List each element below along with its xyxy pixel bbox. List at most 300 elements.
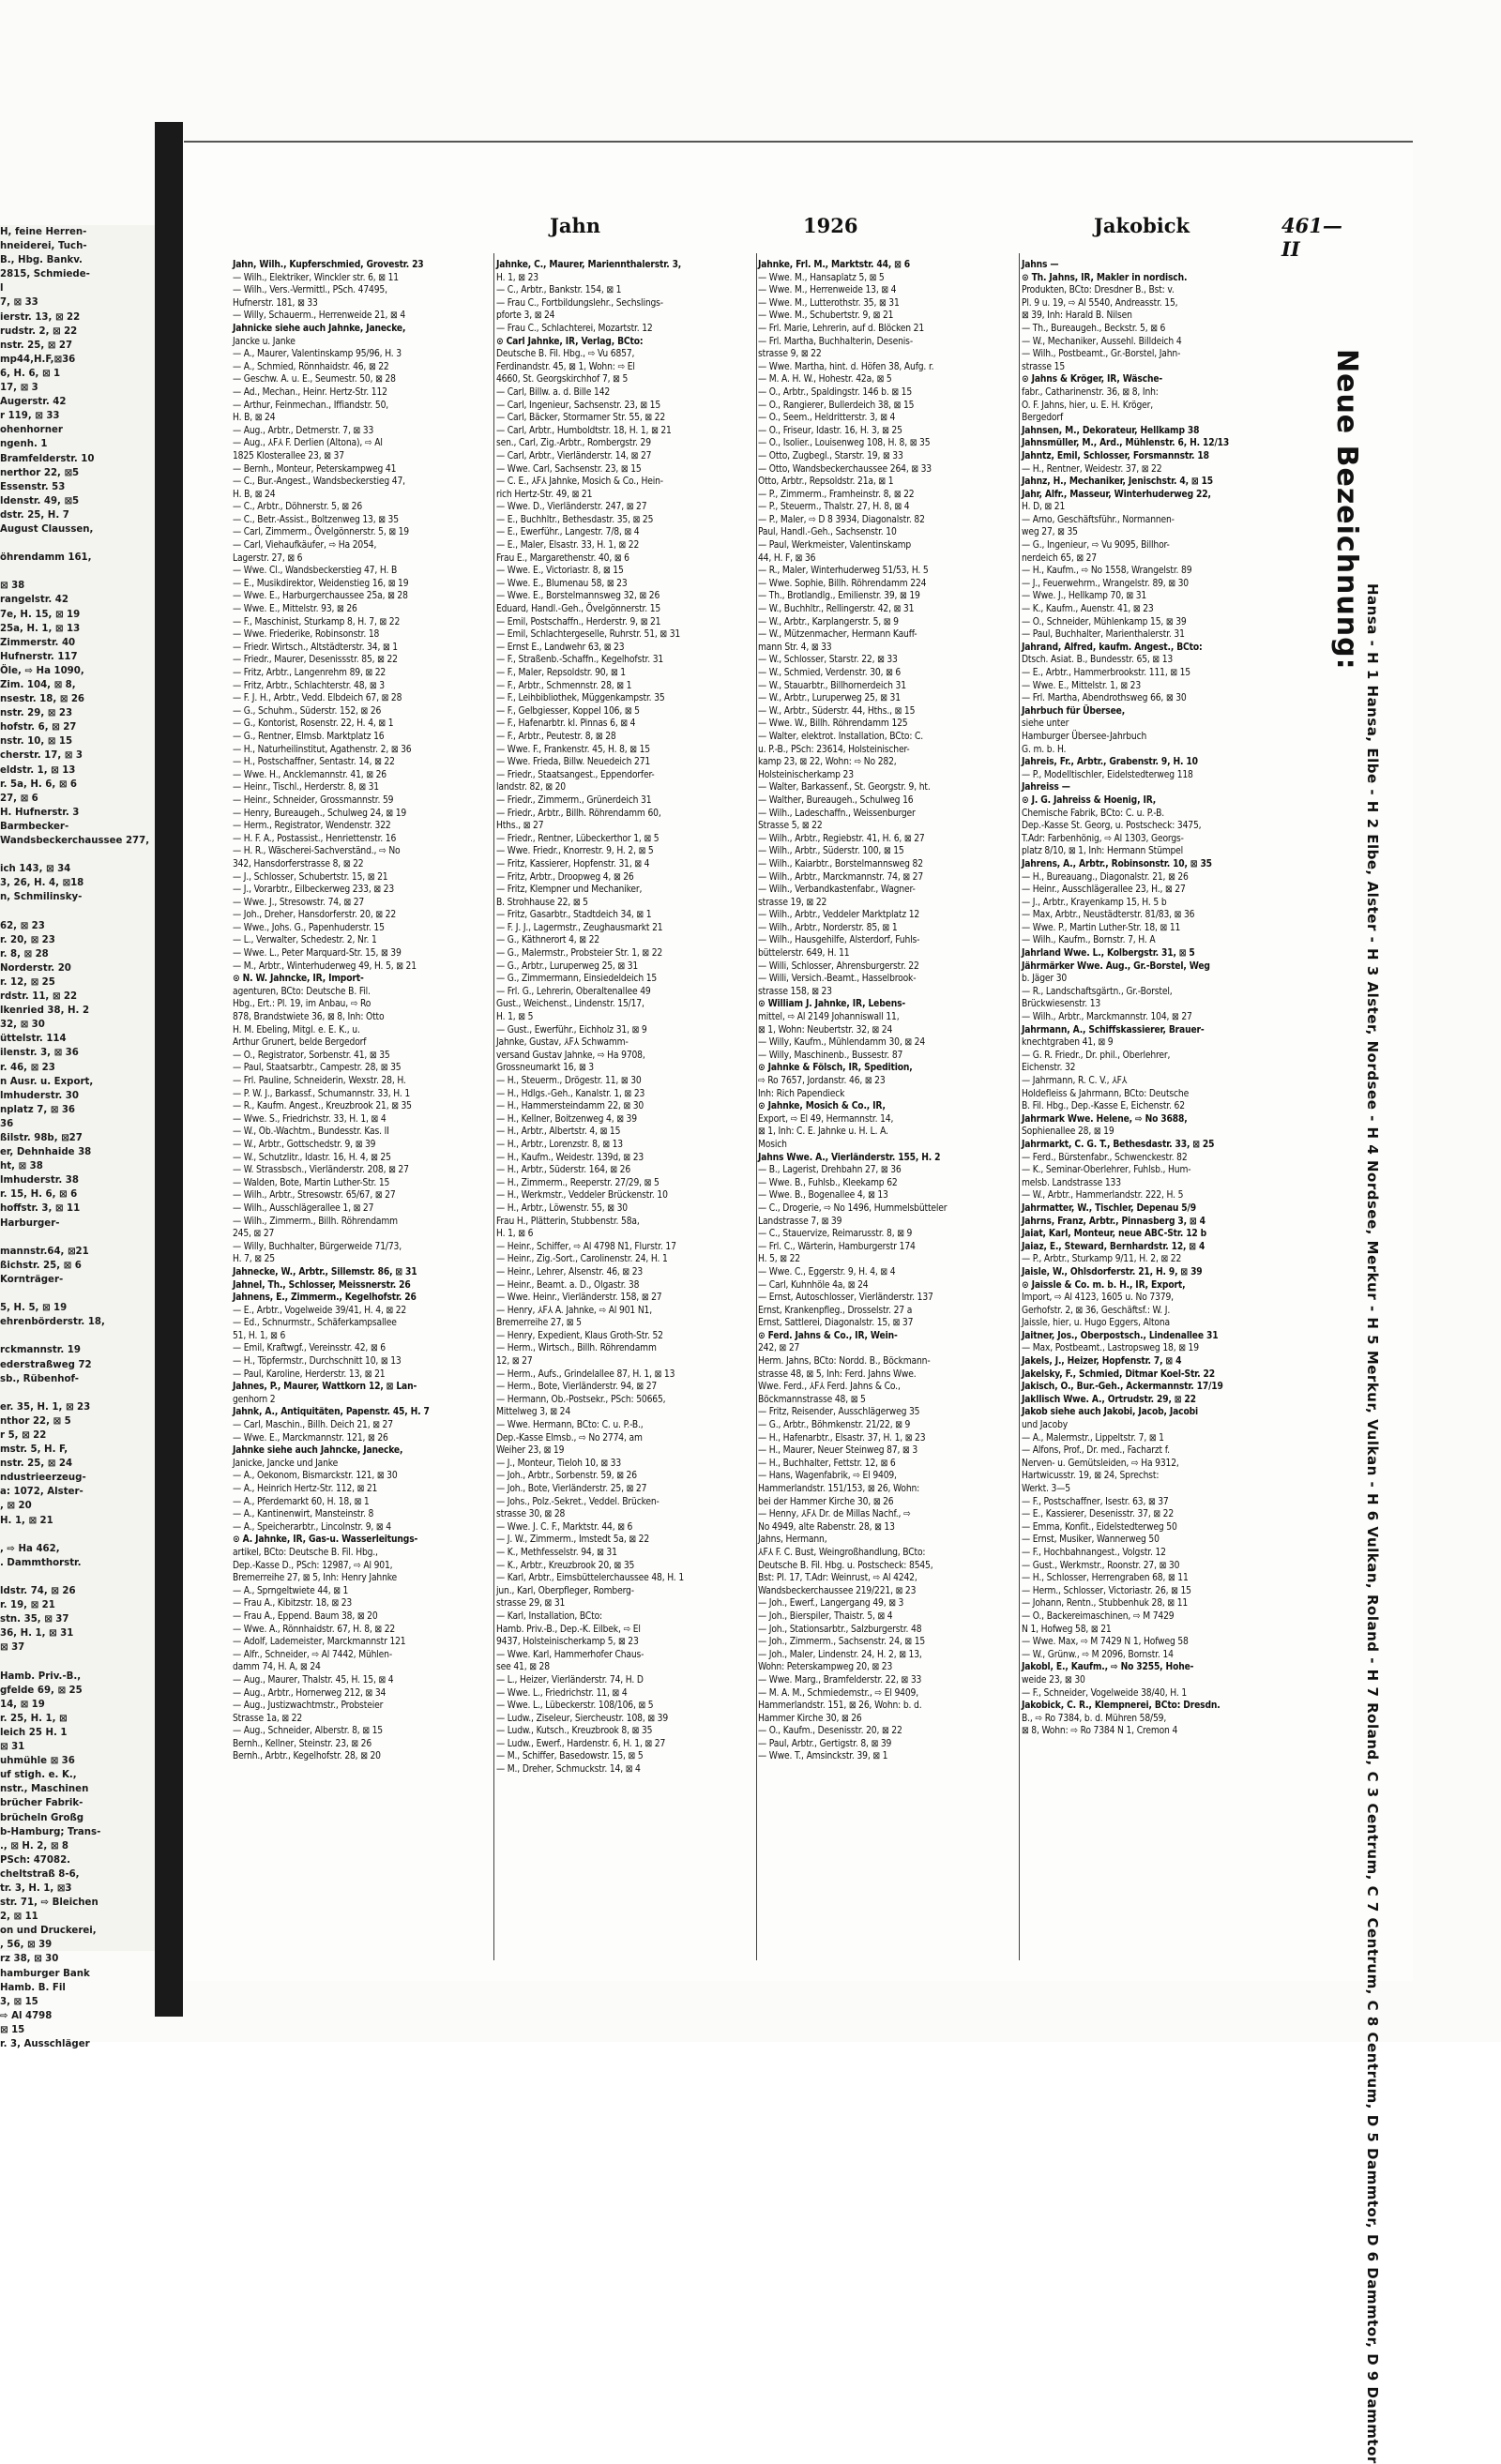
directory-entry-line: — H., Kaufm., ⇨ No 1558, Wrangelstr. 89 (1022, 566, 1192, 577)
directory-entry-line: agenturen, BCto: Deutsche B. Fil. (233, 986, 371, 997)
left-page-line: r. 5a, H. 6, ⊠ 6 (0, 779, 77, 790)
directory-entry-line: Eichenstr. 32 (1022, 1063, 1076, 1074)
left-page-line (0, 1231, 155, 1245)
directory-entry-line: — Wwe. D., Vierländerstr. 247, ⊠ 27 (496, 502, 647, 513)
left-page-line (0, 1329, 155, 1343)
directory-entry-line: — Wwe. E., Borstelmannsweg 32, ⊠ 26 (496, 591, 660, 602)
directory-entry-line: — Max, Postbeamt., Lastropsweg 18, ⊠ 19 (1022, 1343, 1199, 1354)
directory-entry-line: — Wwe. Carl, Sachsenstr. 23, ⊠ 15 (496, 463, 642, 475)
left-page-line: Harburger- (0, 1217, 60, 1229)
directory-entry-line: Mosich (758, 1139, 787, 1150)
left-page-line: 14, ⊠ 19 (0, 1699, 45, 1710)
directory-entry-line: Hamburger Übersee-Jahrbuch (1022, 731, 1147, 742)
directory-entry-line: melsb. Landstrasse 133 (1022, 1177, 1121, 1188)
directory-entry-line: — Frau C., Schlachterei, Mozartstr. 12 (496, 323, 653, 334)
directory-entry-line: — Emil, Postschaffn., Herderstr. 9, ⊠ 21 (496, 616, 661, 627)
directory-entry-line: — Joh., Bote, Vierländerstr. 25, ⊠ 27 (496, 1484, 647, 1494)
directory-entry-line: — A., Heinrich Hertz-Str. 112, ⊠ 21 (233, 1484, 378, 1494)
directory-entry-line: — Fritz, Gasarbtr., Stadtdeich 34, ⊠ 1 (496, 910, 652, 921)
directory-entry-line: bei der Hammer Kirche 30, ⊠ 26 (758, 1496, 894, 1507)
directory-entry-line: ⊙ Jahns & Kröger, IR, Wäsche- (1022, 374, 1163, 385)
directory-entry-line: — Henny, ⅄F⅄ Dr. de Millas Nachf., ⇨ (758, 1509, 911, 1520)
directory-entry-line: Jahns, Hermann, (758, 1534, 827, 1546)
directory-entry-line: — O., Registrator, Sorbenstr. 41, ⊠ 35 (233, 1050, 390, 1061)
directory-entry-line: H. M. Ebeling, Mitgl. e. E. K., u. (233, 1024, 360, 1035)
left-page-line: nthor 22, ⊠ 5 (0, 1415, 71, 1427)
directory-entry-line: — Wwe. M., Herrenweide 13, ⊠ 4 (758, 285, 897, 296)
left-page-line: 3, 26, H. 4, ⊠18 (0, 878, 84, 889)
left-page-line: 5, H. 5, ⊠ 19 (0, 1303, 68, 1314)
directory-entry-line: — Wwe. T., Amsinckstr. 39, ⊠ 1 (758, 1751, 888, 1762)
directory-entry-line: — H., Buchhalter, Fettstr. 12, ⊠ 6 (758, 1458, 896, 1469)
directory-entry-line: weg 27, ⊠ 35 (1022, 527, 1078, 538)
directory-entry-line: — C., Stauervize, Reimarusstr. 8, ⊠ 9 (758, 1229, 913, 1240)
directory-entry-line: Jahnk, A., Antiquitäten, Papenstr. 45, H. 7 (233, 1407, 430, 1418)
directory-entry-line: — Carl, Ingenieur, Sachsenstr. 23, ⊠ 15 (496, 400, 661, 411)
directory-entry-line: 245, ⊠ 27 (233, 1229, 275, 1240)
left-page-line: r. 12, ⊠ 25 (0, 976, 55, 988)
left-page-line: r. 20, ⊠ 23 (0, 934, 55, 945)
directory-entry-line: Jahn, Wilh., Kupferschmied, Grovestr. 23 (233, 260, 424, 270)
directory-entry-line: Jahnsmüller, M., Ard., Mühlenstr. 6, H. 12/13 (1022, 438, 1230, 449)
left-page-line: ⊠ 31 (0, 1742, 25, 1753)
directory-entry-line: 878, Brandstwiete 36, ⊠ 8, Inh: Otto (233, 1012, 385, 1023)
directory-entry-line: — Emma, Konfit., Eidelstedterweg 50 (1022, 1521, 1177, 1533)
directory-entry-line: Wandsbeckerchaussee 219/221, ⊠ 23 (758, 1585, 917, 1596)
directory-entry-line: Werkt. 3—5 (1022, 1484, 1070, 1494)
directory-entry-line: — Paul, Buchhalter, Marienthalerstr. 31 (1022, 629, 1185, 641)
directory-entry-line: — H., Töpfermstr., Durchschnitt 10, ⊠ 13 (233, 1356, 402, 1368)
directory-entry-line: — Joh., Dreher, Hansdorferstr. 20, ⊠ 22 (233, 910, 397, 921)
directory-entry-line: — Johs., Polz.-Sekret., Veddel. Brücken- (496, 1496, 660, 1507)
directory-entry-line: — H. F. A., Postassist., Henriettenstr. 16 (233, 833, 397, 844)
directory-entry-line: H. B, ⊠ 24 (233, 413, 276, 424)
directory-entry-line: — Fritz, Arbtr., Schlachterstr. 48, ⊠ 3 (233, 680, 385, 691)
left-page-line: ⊠ 37 (0, 1642, 25, 1654)
directory-entry-line: 242, ⊠ 27 (758, 1343, 800, 1354)
directory-entry-line: — Wwe. E., Mittelstr. 1, ⊠ 23 (1022, 680, 1142, 691)
left-page-fragment (0, 225, 155, 2049)
directory-entry-line: H. D, ⊠ 21 (1022, 502, 1066, 513)
directory-entry-line: B. Strohhause 22, ⊠ 5 (496, 897, 588, 908)
directory-entry-line: Jahreiss — (1022, 782, 1070, 794)
vertical-side-subtitle: Hansa - H 1 Hansa, Elbe - H 2 Elbe, Alster - H 3 Alster, Nordsee - H 4 Nordsee, Merkur - H 5 Merkur, Vulkan - H 6 Vulkan, Roland - H 7 Roland, C 3 Centrum, C 7 Centrum, C 8 Centrum, D 5 Dammtor, D 6 Dammtor, D 9 Dammtor (1364, 583, 1381, 2464)
directory-entry-line: — Heinr., Ausschlägerallee 23, H., ⊠ 27 (1022, 884, 1186, 896)
directory-entry-line: knechtgraben 41, ⊠ 9 (1022, 1037, 1114, 1049)
directory-entry-line: — A., Maurer, Valentinskamp 95/96, H. 3 (233, 349, 402, 360)
running-header (240, 214, 1357, 261)
directory-entry-line: — H., Hafenarbtr., Elsastr. 37, H. 1, ⊠ 23 (758, 1432, 926, 1444)
directory-entry-line: ⊠ 8, Wohn: ⇨ Ro 7384 N 1, Cremon 4 (1022, 1726, 1178, 1737)
directory-entry-line: — Carl, Maschin., Billh. Deich 21, ⊠ 27 (233, 1420, 393, 1431)
directory-entry-line: — Wwe. F., Frankenstr. 45, H. 8, ⊠ 15 (496, 744, 650, 755)
directory-entry-line: — Wwe. J. C. F., Marktstr. 44, ⊠ 6 (496, 1521, 633, 1533)
left-page-line (0, 565, 155, 579)
directory-entry-line: — H., Schlosser, Herrengraben 68, ⊠ 11 (1022, 1573, 1189, 1584)
left-page-line: lmhuderstr. 38 (0, 1175, 79, 1187)
directory-entry-line: Jahnecke, W., Arbtr., Sillemstr. 86, ⊠ 31 (233, 1266, 417, 1277)
directory-entry-line: und Jacoby (1022, 1420, 1069, 1431)
directory-entry-line: — Ernst, Musiker, Wannerweg 50 (1022, 1534, 1160, 1546)
left-page-line: r. 19, ⊠ 21 (0, 1600, 55, 1611)
directory-entry-line: strasse 15 (1022, 361, 1066, 372)
left-page-line: cherstr. 17, ⊠ 3 (0, 750, 83, 762)
directory-entry-line: Weiher 23, ⊠ 19 (496, 1445, 565, 1457)
directory-entry-line: Holdefleiss & Jahrmann, BCto: Deutsche (1022, 1088, 1190, 1099)
left-page-line (0, 1287, 155, 1301)
directory-entry-line: 44, H. F, ⊠ 36 (758, 552, 816, 564)
directory-entry-line: — K., Arbtr., Kreuzbrook 20, ⊠ 35 (496, 1560, 635, 1571)
left-page-line: ßilstr. 98b, ⊠27 (0, 1133, 83, 1143)
left-page-line: PSch: 47082. (0, 1854, 71, 1866)
directory-entry-line: — Aug., ⅄F⅄ F. Derlien (Altona), ⇨ Al (233, 438, 383, 449)
directory-entry-line: — Wwe. H., Ancklemannstr. 41, ⊠ 26 (233, 769, 387, 780)
left-page-line: Hamb. Priv.-B., (0, 1670, 82, 1682)
directory-entry-line: — E., Ewerführ., Langestr. 7/8, ⊠ 4 (496, 527, 640, 538)
directory-entry-line: — Ludw., Ziseleur, Siercheustr. 108, ⊠ 39 (496, 1713, 669, 1724)
left-page-line: ilenstr. 3, ⊠ 36 (0, 1048, 79, 1059)
directory-entry-line: Export, ⇨ El 49, Hermannstr. 14, (758, 1113, 894, 1125)
directory-entry-line: — Willi, Schlosser, Ahrensburgerstr. 22 (758, 960, 919, 972)
left-page-line: 36 (0, 1118, 14, 1129)
directory-entry-line: — Wwe. Marg., Bramfelderstr. 22, ⊠ 33 (758, 1674, 922, 1685)
directory-entry-line: — Wwe. A., Rönnhaidstr. 67, H. 8, ⊠ 22 (233, 1624, 396, 1635)
directory-entry-line: — Ferd., Bürstenfabr., Schwenckestr. 82 (1022, 1152, 1188, 1163)
directory-entry-line: — A., Oekonom, Bismarckstr. 121, ⊠ 30 (233, 1471, 398, 1482)
directory-entry-line: — Wilh., Postbeamt., Gr.-Borstel, Jahn- (1022, 349, 1181, 360)
directory-entry-line: Jahrmatter, W., Tischler, Depenau 5/9 (1022, 1202, 1196, 1214)
directory-entry-line: — Joh., Ewerf., Langergang 49, ⊠ 3 (758, 1598, 904, 1610)
directory-entry-line: u. P.-B., PSch: 23614, Holsteinischer- (758, 744, 910, 755)
directory-entry-line: — E., Maler, Elsastr. 33, H. 1, ⊠ 22 (496, 540, 640, 552)
directory-entry-line: — Arthur, Feinmechan., Iffiandstr. 50, (233, 400, 389, 411)
left-page-line: ehrenbörderstr. 18, (0, 1317, 105, 1328)
directory-entry-line: Jaiat, Karl, Monteur, neue ABC-Str. 12 b (1022, 1229, 1207, 1240)
directory-entry-line: — M., Schiffer, Basedowstr. 15, ⊠ 5 (496, 1751, 644, 1762)
directory-entry-line: mann Str. 4, ⊠ 33 (758, 642, 832, 653)
left-page-line: ngenh. 1 (0, 439, 48, 450)
directory-entry-line: ⊠ 39, Inh: Harald B. Nilsen (1022, 310, 1132, 322)
directory-entry-line: Jahnes, P., Maurer, Wattkorn 12, ⊠ Lan- (233, 1382, 417, 1393)
directory-entry-line: — C., Arbtr., Döhnerstr. 5, ⊠ 26 (233, 502, 363, 513)
left-page-line: er. 35, H. 1, ⊠ 23 (0, 1401, 91, 1413)
directory-entry-line: — F., Leihbibliothek, Müggenkampstr. 35 (496, 693, 665, 704)
directory-column-2 (496, 259, 754, 1966)
directory-entry-line: — Wwe. Martha, hint. d. Höfen 38, Aufg. r. (758, 361, 934, 372)
directory-entry-line: — F., Maschinist, Sturkamp 8, H. 7, ⊠ 22 (233, 616, 401, 627)
left-page-line (0, 1386, 155, 1400)
directory-entry-line: ⊠ 1, Wohn: Neubertstr. 32, ⊠ 24 (758, 1024, 893, 1035)
directory-entry-line: Hammer Kirche 30, ⊠ 26 (758, 1713, 862, 1724)
directory-entry-line: — F. J. H., Arbtr., Vedd. Elbdeich 67, ⊠ 28 (233, 693, 402, 704)
directory-entry-line: — C., Betr.-Assist., Boltzenweg 13, ⊠ 35 (233, 514, 399, 525)
directory-entry-line: platz 8/10, ⊠ 1, Inh: Hermann Stümpel (1022, 846, 1184, 857)
directory-entry-line: — Wilh., Arbtr., Marckmannstr. 74, ⊠ 27 (758, 871, 924, 883)
directory-entry-line: — C., Bur.-Angest., Wandsbeckerstieg 47, (233, 476, 405, 488)
directory-entry-line: — G., Ingenieur, ⇨ Vu 9095, Billhor- (1022, 540, 1170, 552)
directory-entry-line: — Wwe. L., Peter Marquard-Str. 15, ⊠ 39 (233, 948, 402, 960)
directory-entry-line: — H., Naturheilinstitut, Agathenstr. 2, ⊠ 36 (233, 744, 412, 755)
directory-entry-line: — H., Werkmstr., Veddeler Brückenstr. 10 (496, 1190, 668, 1202)
directory-entry-line: — Friedr., Maurer, Desenissstr. 85, ⊠ 22 (233, 655, 398, 666)
directory-entry-line: Jahrland Wwe. L., Kolbergstr. 31, ⊠ 5 (1022, 948, 1195, 960)
column-rule (1019, 253, 1020, 1960)
directory-entry-line: 9437, Holsteinischerkamp 5, ⊠ 23 (496, 1637, 639, 1648)
directory-entry-line: ⊙ N. W. Jahncke, IR, Import- (233, 974, 364, 985)
directory-entry-line: — Wwe., Johs. G., Papenhuderstr. 15 (233, 922, 385, 933)
left-page-line: Augerstr. 42 (0, 397, 67, 408)
left-page-line: nerthor 22, ⊠5 (0, 467, 80, 478)
directory-entry-line: — O., Kaufm., Desenisstr. 20, ⊠ 22 (758, 1726, 902, 1737)
directory-entry-line: — Johann, Rentn., Stubbenhuk 28, ⊠ 11 (1022, 1598, 1189, 1610)
directory-entry-line: — Heinr., Schiffer, ⇨ Al 4798 N1, Flurstr. 17 (496, 1241, 676, 1252)
directory-entry-line: — Arno, Geschäftsführ., Normannen- (1022, 514, 1175, 525)
directory-entry-line: Ferdinandstr. 45, ⊠ 1, Wohn: ⇨ El (496, 361, 635, 372)
directory-entry-line: strasse 30, ⊠ 28 (496, 1509, 566, 1520)
directory-entry-line: H. 1, ⊠ 23 (496, 272, 538, 283)
directory-entry-line: — H., Hammersteindamm 22, ⊠ 30 (496, 1101, 644, 1112)
vertical-side-title: Neue Bezeichnung: (1330, 349, 1363, 671)
directory-entry-line: ⊙ J. G. Jahreiss & Hoenig, IR, (1022, 794, 1157, 806)
directory-entry-line: — W., Mützenmacher, Hermann Kauff- (758, 629, 917, 641)
directory-entry-line: büttelerstr. 649, H. 11 (758, 948, 850, 960)
directory-entry-line: — F., Arbtr., Peutestr. 8, ⊠ 28 (496, 731, 616, 742)
directory-entry-line: Grossneumarkt 16, ⊠ 3 (496, 1063, 594, 1074)
left-page-line: rz 38, ⊠ 30 (0, 1954, 59, 1965)
directory-entry-line: — Wilh., Arbtr., Veddeler Marktplatz 12 (758, 910, 920, 921)
left-page-line: nstr. 25, ⊠ 27 (0, 340, 73, 351)
directory-entry-line: — E., Musikdirektor, Weidenstieg 16, ⊠ 19 (233, 578, 409, 589)
directory-entry-line: — W., Arbtr., Hammerlandstr. 222, H. 5 (1022, 1190, 1184, 1202)
left-page-line: , 56, ⊠ 39 (0, 1940, 53, 1951)
left-page-line: r 119, ⊠ 33 (0, 411, 60, 422)
directory-entry-line: Jakobl, E., Kaufm., ⇨ No 3255, Hohe- (1022, 1662, 1194, 1673)
left-page-line: 36, H. 1, ⊠ 31 (0, 1628, 74, 1640)
left-page-line: August Claussen, (0, 523, 94, 535)
directory-entry-line: Jahrmark Wwe. Helene, ⇨ No 3688, (1022, 1113, 1188, 1125)
directory-entry-line: — Wwe. E., Mittelstr. 93, ⊠ 26 (233, 604, 357, 615)
directory-entry-line: Jährmärker Wwe. Aug., Gr.-Borstel, Weg (1022, 960, 1210, 972)
directory-entry-line: ⊙ Ferd. Jahns & Co., IR, Wein- (758, 1330, 898, 1341)
directory-entry-line: Produkten, BCto: Dresdner B., Bst: v. (1022, 285, 1175, 296)
directory-entry-line: weide 23, ⊠ 30 (1022, 1674, 1085, 1685)
directory-entry-line: — Carl, Billw. a. d. Bille 142 (496, 386, 611, 398)
left-page-line: l (0, 283, 4, 295)
directory-entry-line: strasse 19, ⊠ 22 (758, 897, 827, 908)
directory-entry-line: H. 5, ⊠ 22 (758, 1254, 800, 1265)
directory-entry-line: 51, H. 1, ⊠ 6 (233, 1330, 286, 1341)
directory-entry-line: — A., Kantinenwirt, Mansteinstr. 8 (233, 1509, 374, 1520)
directory-entry-line: B. Fil. Hbg., Dep.-Kasse E, Eichenstr. 62 (1022, 1101, 1185, 1112)
directory-entry-line: T.Adr: Farbenhönig, ⇨ Al 1303, Georgs- (1022, 833, 1184, 844)
directory-entry-line: Jakob siehe auch Jakobi, Jacob, Jacobi (1022, 1407, 1199, 1418)
directory-entry-line: fabr., Catharinenstr. 36, ⊠ 8, Inh: (1022, 386, 1159, 398)
directory-entry-line: Bremerreihe 27, ⊠ 5 (496, 1318, 582, 1329)
directory-entry-line: — Herm., Aufs., Grindelallee 87, H. 1, ⊠ 13 (496, 1368, 675, 1380)
directory-entry-line: — Hermann, Ob.-Postsekr., PSch: 50665, (496, 1394, 666, 1405)
directory-entry-line: Nerven- u. Gemütsleiden, ⇨ Ha 9312, (1022, 1458, 1179, 1469)
directory-entry-line: — G. R. Friedr., Dr. phil., Oberlehrer, (1022, 1050, 1171, 1061)
directory-entry-line: — A., Pferdemarkt 60, H. 18, ⊠ 1 (233, 1496, 370, 1507)
directory-entry-line: Jakllisch Wwe. A., Ortrudstr. 29, ⊠ 22 (1022, 1394, 1196, 1405)
left-page-line: r 5, ⊠ 22 (0, 1429, 47, 1441)
directory-entry-line: — Carl, Zimmerm., Övelgönnerstr. 5, ⊠ 19 (233, 527, 409, 538)
directory-entry-line: — Alfr., Schneider, ⇨ Al 7442, Mühlen- (233, 1649, 392, 1660)
left-page-line: cheltstraß 8-6, (0, 1868, 80, 1880)
left-page-line: Hamb. B. Fil (0, 1982, 66, 1993)
directory-entry-line: B., ⇨ Ro 7384, b. d. Mühren 58/59, (1022, 1713, 1167, 1724)
directory-entry-line: — Th., Bureaugeh., Beckstr. 5, ⊠ 6 (1022, 323, 1166, 334)
directory-entry-line: — W., Mechaniker, Aussehl. Billdeich 4 (1022, 336, 1182, 347)
directory-entry-line: — W., Arbtr., Süderstr. 44, Hths., ⊠ 15 (758, 705, 916, 717)
directory-entry-line: — H., Arbtr., Süderstr. 164, ⊠ 26 (496, 1165, 631, 1176)
directory-entry-line: Jahreis, Fr., Arbtr., Grabenstr. 9, H. 10 (1022, 757, 1198, 768)
directory-entry-line: — Wwe. E., Harburgerchaussee 25a, ⊠ 28 (233, 591, 408, 602)
left-page-line: 7, ⊠ 33 (0, 297, 38, 309)
directory-entry-line: ⊙ Th. Jahns, IR, Makler in nordisch. (1022, 272, 1188, 283)
directory-entry-line: — A., Malermstr., Lippeltstr. 7, ⊠ 1 (1022, 1432, 1164, 1444)
left-page-line: 17, ⊠ 3 (0, 383, 38, 394)
left-page-line: Zim. 104, ⊠ 8, (0, 680, 76, 690)
directory-entry-line: ⊙ Jaissle & Co. m. b. H., IR, Export, (1022, 1279, 1186, 1291)
directory-entry-line: — R., Maler, Winterhuderweg 51/53, H. 5 (758, 566, 929, 577)
left-page-line: Zimmerstr. 40 (0, 637, 76, 648)
directory-entry-line: — E., Kassierer, Desenisstr. 37, ⊠ 22 (1022, 1509, 1174, 1520)
directory-entry-line: — H., Arbtr., Löwenstr. 55, ⊠ 30 (496, 1202, 628, 1214)
directory-entry-line: versand Gustav Jahnke, ⇨ Ha 9708, (496, 1050, 645, 1061)
directory-entry-line: Jahrand, Alfred, kaufm. Angest., BCto: (1022, 642, 1203, 653)
directory-entry-line: — H., Steuerm., Drögestr. 11, ⊠ 30 (496, 1076, 642, 1086)
directory-entry-line: — O., Friseur, Idastr. 16, H. 3, ⊠ 25 (758, 425, 902, 436)
directory-entry-line: — H., Arbtr., Albertstr. 4, ⊠ 15 (496, 1126, 621, 1138)
directory-entry-line: — G., Arbtr., Luruperweg 25, ⊠ 31 (496, 960, 639, 972)
directory-entry-line: — G., Kontorist, Rosenstr. 22, H. 4, ⊠ 1 (233, 718, 394, 730)
directory-entry-line: Wwe. Ferd., ⅄F⅄ Ferd. Jahns & Co., (758, 1382, 901, 1393)
directory-entry-line: H. 1, ⊠ 5 (496, 1012, 534, 1023)
left-page-line: ., ⊠ H. 2, ⊠ 8 (0, 1840, 68, 1852)
directory-entry-line: — Heinr., Beamt. a. D., Olgastr. 38 (496, 1279, 640, 1291)
directory-entry-line: Jahrmarkt, C. G. T., Bethesdastr. 33, ⊠ 25 (1022, 1139, 1215, 1150)
directory-entry-line: — Wilh., Arbtr., Regiebstr. 41, H. 6, ⊠ 27 (758, 833, 925, 844)
left-page-line: ldenstr. 49, ⊠5 (0, 495, 80, 506)
left-page-line: leich 25 H. 1 (0, 1727, 68, 1738)
directory-entry-line: Jahnz, H., Mechaniker, Jenischstr. 4, ⊠ 15 (1022, 476, 1214, 488)
left-page-line: Wandsbeckerchaussee 277, (0, 836, 150, 847)
directory-column-1 (233, 259, 491, 1966)
directory-entry-line: ⇨ Ro 7657, Jordanstr. 46, ⊠ 23 (758, 1076, 886, 1086)
directory-column-3 (758, 259, 1016, 1966)
directory-entry-line: — Wwe. B., Fuhlsb., Kleekamp 62 (758, 1177, 898, 1188)
directory-entry-line: ⊠ 1, Inh: C. E. Jahnke u. H. L. A. (758, 1126, 888, 1138)
directory-entry-line: — Joh., Maler, Lindenstr. 24, H. 2, ⊠ 13, (758, 1649, 922, 1660)
left-page-line: hofstr. 6, ⊠ 27 (0, 722, 77, 733)
directory-entry-line: strasse 158, ⊠ 23 (758, 986, 832, 997)
left-page-line: r. 8, ⊠ 28 (0, 948, 49, 960)
directory-entry-line: — M. A. M., Schmiedemstr., ⇨ El 9409, (758, 1687, 918, 1699)
directory-entry-line: — Wilh., Hausgehilfe, Alsterdorf, Fuhls- (758, 935, 920, 946)
directory-entry-line: — H., Maurer, Neuer Steinweg 87, ⊠ 3 (758, 1445, 918, 1457)
directory-entry-line: artikel, BCto: Deutsche B. Fil. Hbg., (233, 1547, 378, 1558)
directory-entry-line: No 4949, alte Rabenstr. 28, ⊠ 13 (758, 1521, 895, 1533)
directory-entry-line: — Wwe. S., Friedrichstr. 33, H. 1, ⊠ 4 (233, 1113, 387, 1125)
left-page-line: lkenried 38, H. 2 (0, 1005, 90, 1017)
left-page-line: ⊠ 38 (0, 581, 25, 592)
directory-entry-line: Pl. 9 u. 19, ⇨ Al 5540, Andreasstr. 15, (1022, 297, 1178, 309)
directory-entry-line: — G., Zimmermann, Einsiedeldeich 15 (496, 974, 658, 985)
directory-entry-line: — Heinr., Tischl., Herderstr. 8, ⊠ 31 (233, 782, 379, 794)
directory-page (184, 141, 1413, 2464)
directory-entry-line: — A., Speicherarbtr., Lincolnstr. 9, ⊠ 4 (233, 1521, 391, 1533)
directory-entry-line: Hammerlandstr. 151, ⊠ 26, Wohn: b. d. (758, 1701, 922, 1712)
left-page-line: 27, ⊠ 6 (0, 793, 38, 804)
directory-entry-line: Jaisle, W., Ohlsdorferstr. 21, H. 9, ⊠ 39 (1022, 1266, 1203, 1277)
directory-entry-line: Jahns — (1022, 260, 1059, 270)
directory-entry-line: — J., Vorarbtr., Eilbeckerweg 233, ⊠ 23 (233, 884, 395, 896)
directory-entry-line: see 41, ⊠ 28 (496, 1662, 550, 1673)
directory-entry-line: pforte 3, ⊠ 24 (496, 310, 555, 322)
left-page-line: uhmühle ⊠ 36 (0, 1756, 75, 1767)
directory-entry-line: — Friedr. Wirtsch., Altstädterstr. 34, ⊠ 1 (233, 642, 398, 653)
left-page-line: a: 1072, Alster- (0, 1487, 83, 1498)
directory-entry-line: — Walden, Bote, Martin Luther-Str. 15 (233, 1177, 390, 1188)
directory-entry-line: — W., Stauarbtr., Billhornerdeich 31 (758, 680, 906, 691)
directory-entry-line: Holsteinischerkamp 23 (758, 769, 854, 780)
directory-entry-line: H. B, ⊠ 24 (233, 489, 276, 500)
directory-entry-line: Otto, Arbtr., Repsoldstr. 21a, ⊠ 1 (758, 476, 894, 488)
directory-entry-line: — Paul, Karoline, Herderstr. 13, ⊠ 21 (233, 1368, 386, 1380)
directory-entry-line: — Wwe. P., Martin Luther-Str. 18, ⊠ 11 (1022, 922, 1181, 933)
left-page-line: 7e, H. 15, ⊠ 19 (0, 609, 81, 620)
left-page-line: H, feine Herren- (0, 227, 87, 237)
directory-entry-line: — Carl, Kuhnhöle 4a, ⊠ 24 (758, 1279, 869, 1291)
directory-entry-line: — W., Arbtr., Luruperweg 25, ⊠ 31 (758, 693, 901, 704)
left-page-line: H. 1, ⊠ 21 (0, 1515, 53, 1526)
left-page-line: lmhuderstr. 30 (0, 1090, 79, 1101)
directory-entry-line: strasse 48, ⊠ 5, Inh: Ferd. Jahns Wwe. (758, 1368, 917, 1380)
directory-entry-line: — M., Arbtr., Winterhuderweg 49, H. 5, ⊠ 21 (233, 960, 417, 972)
directory-entry-line: — Otto, Wandsbeckerchaussee 264, ⊠ 33 (758, 463, 932, 475)
directory-entry-line: — Frau C., Fortbildungslehr., Sechslings- (496, 297, 663, 309)
directory-entry-line: ⊙ Jahnke, Mosich & Co., IR, (758, 1101, 886, 1112)
directory-entry-line: — Aug., Justizwachtmstr., Probsteier (233, 1701, 384, 1712)
left-page-line: rdstr. 11, ⊠ 22 (0, 991, 78, 1003)
left-page-line: mp44,H.F,⊠36 (0, 354, 76, 365)
directory-entry-line: b. Jäger 30 (1022, 974, 1068, 985)
directory-entry-line: — F. J. J., Lagermstr., Zeughausmarkt 21 (496, 922, 663, 933)
left-page-line: rckmannstr. 19 (0, 1345, 81, 1356)
directory-entry-line: — Wwe. B., Bogenallee 4, ⊠ 13 (758, 1190, 888, 1202)
directory-entry-line: nerdeich 65, ⊠ 27 (1022, 552, 1097, 564)
directory-entry-line: — L., Verwalter, Schedestr. 2, Nr. 1 (233, 935, 377, 946)
directory-entry-line: — Ad., Mechan., Heinr. Hertz-Str. 112 (233, 386, 387, 398)
directory-entry-line: — H., Postschaffner, Sentastr. 14, ⊠ 22 (233, 757, 395, 768)
directory-entry-line: — Adolf, Lademeister, Marckmannstr 121 (233, 1637, 406, 1648)
left-page-line (0, 905, 155, 919)
directory-entry-line: — Emil, Kraftwgf., Vereinsstr. 42, ⊠ 6 (233, 1343, 386, 1354)
directory-entry-line: — H., Kaufm., Weidestr. 139d, ⊠ 23 (496, 1152, 644, 1163)
directory-entry-line: jun., Karl, Oberpfleger, Romberg- (496, 1585, 634, 1596)
directory-entry-line: — W., Ob.-Wachtm., Bundesstr. Kas. II (233, 1126, 389, 1138)
directory-entry-line: H. 1, ⊠ 6 (496, 1229, 534, 1240)
directory-entry-line: — Jahrmann, R. C. V., ⅄F⅄ (1022, 1076, 1128, 1086)
column-rule (493, 253, 494, 1960)
directory-entry-line: Jahnke, C., Maurer, Mariennthalerstr. 3, (496, 260, 682, 270)
directory-entry-line: — Wwe. J., Hellkamp 70, ⊠ 31 (1022, 591, 1147, 602)
left-page-line: ich 143, ⊠ 34 (0, 864, 71, 875)
directory-entry-line: — Hans, Wagenfabrik, ⇨ El 9409, (758, 1471, 897, 1482)
left-page-line: 62, ⊠ 23 (0, 920, 45, 931)
directory-entry-line: — Wwe. Karl, Hammerhofer Chaus- (496, 1649, 644, 1660)
